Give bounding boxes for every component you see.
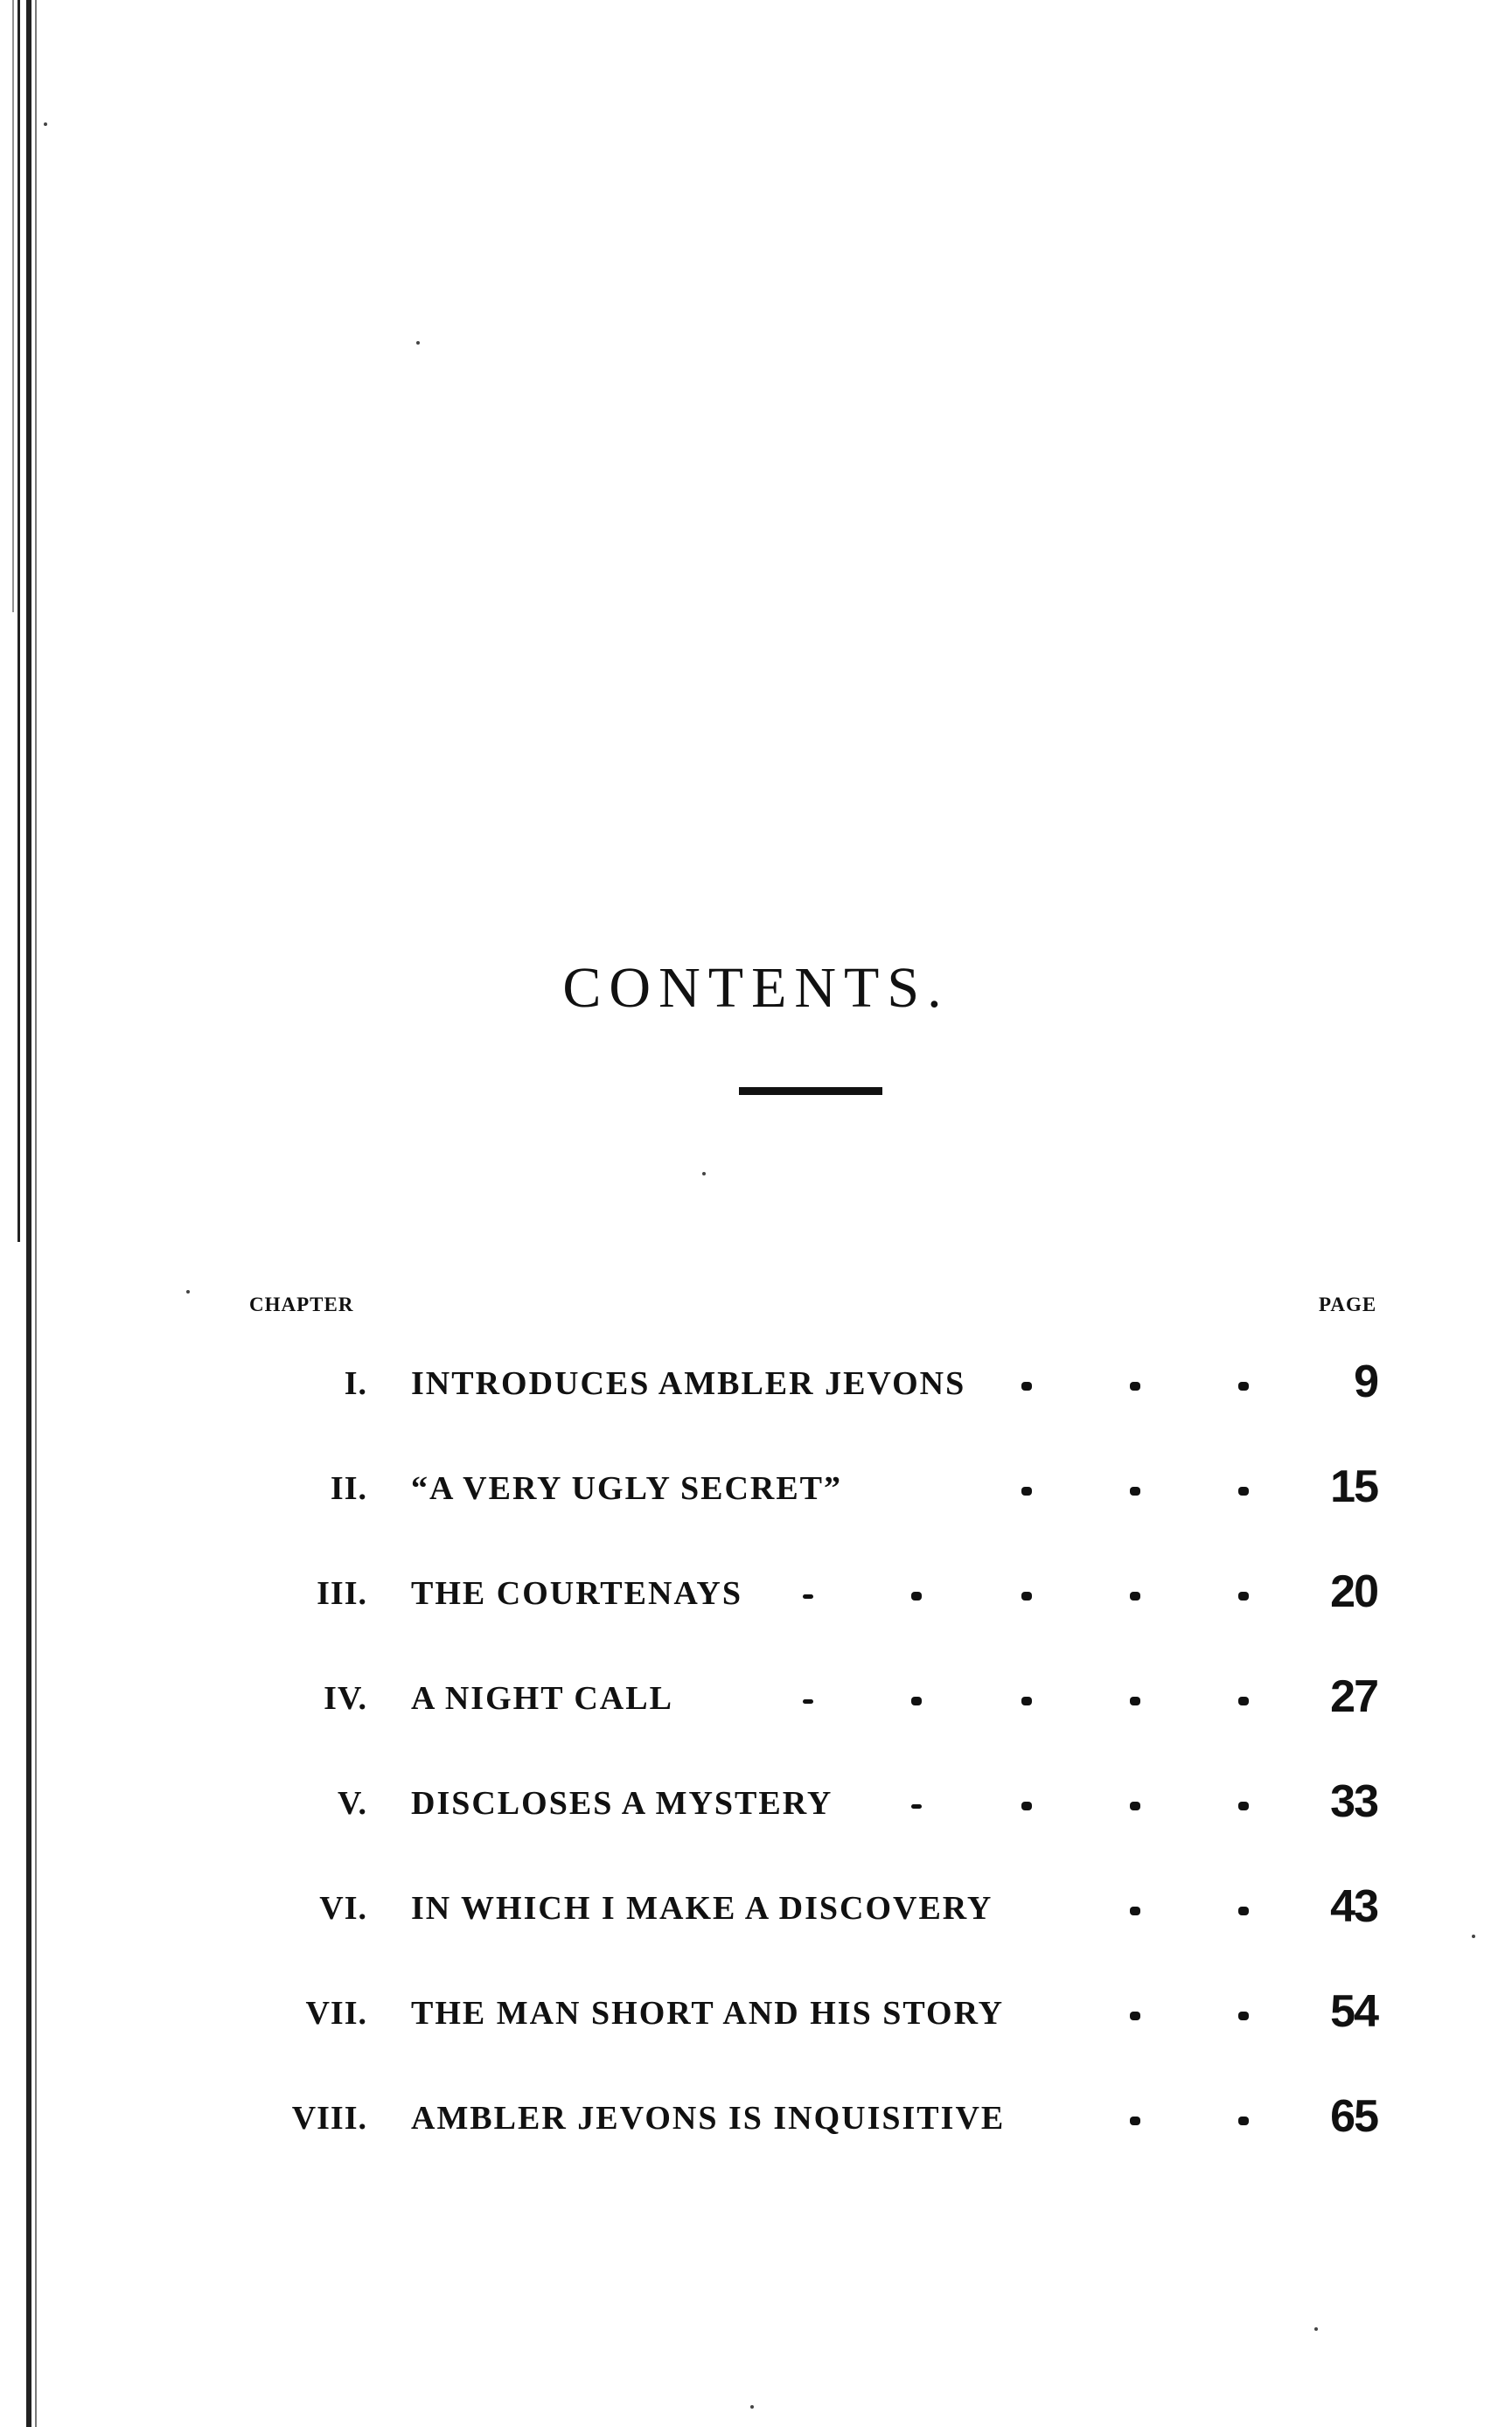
- leader-dot: [1238, 1802, 1249, 1810]
- leader-dot: [1238, 1697, 1249, 1705]
- leader-dot: [911, 1592, 922, 1601]
- chapter-number: II.: [330, 1470, 367, 1507]
- chapter-number: VIII.: [291, 2100, 367, 2137]
- leader-dot: [1021, 1382, 1032, 1391]
- print-speck: [186, 1290, 190, 1294]
- chapter-title: “A VERY UGLY SECRET”: [411, 1470, 843, 1507]
- leader-dot: [1021, 1697, 1032, 1705]
- leader-dot: [1238, 1487, 1249, 1496]
- leader-dot: [1238, 2117, 1249, 2125]
- leader-dot: [911, 1804, 922, 1809]
- leader-dot: [1130, 1802, 1140, 1810]
- chapter-title: THE MAN SHORT AND HIS STORY: [411, 1995, 1005, 2032]
- leader-dot: [911, 1697, 922, 1705]
- page-column-header: PAGE: [1319, 1294, 1377, 1315]
- leader-dot: [1130, 2012, 1140, 2020]
- toc-entry[interactable]: [0, 1670, 1512, 1732]
- leader-dot: [1130, 2117, 1140, 2125]
- chapter-title: DISCLOSES A MYSTERY: [411, 1785, 833, 1822]
- toc-entry[interactable]: [0, 1775, 1512, 1837]
- chapter-title: AMBLER JEVONS IS INQUISITIVE: [411, 2100, 1006, 2137]
- toc-entry[interactable]: [0, 1985, 1512, 2047]
- leader-dot: [1130, 1697, 1140, 1705]
- chapter-number: V.: [337, 1785, 367, 1822]
- leader-dot: [1021, 1592, 1032, 1601]
- leader-dot: [803, 1699, 813, 1704]
- chapter-page-number: 27: [1330, 1671, 1377, 1722]
- title-rule: [739, 1087, 882, 1095]
- chapter-page-number: 20: [1330, 1566, 1377, 1617]
- chapter-title: THE COURTENAYS: [411, 1575, 742, 1612]
- chapter-number: III.: [317, 1575, 367, 1612]
- leader-dot: [1238, 1907, 1249, 1915]
- leader-dot: [1021, 1802, 1032, 1810]
- leader-dot: [1238, 1592, 1249, 1601]
- toc-entry[interactable]: [0, 1356, 1512, 1417]
- print-speck: [416, 341, 420, 345]
- toc-entry[interactable]: [0, 1880, 1512, 1942]
- chapter-page-number: 43: [1330, 1881, 1377, 1932]
- chapter-title: IN WHICH I MAKE A DISCOVERY: [411, 1890, 993, 1927]
- book-binding-edge: [0, 0, 42, 2427]
- chapter-number: IV.: [324, 1680, 367, 1717]
- leader-dot: [1238, 1382, 1249, 1391]
- chapter-number: VI.: [319, 1890, 367, 1927]
- toc-entry[interactable]: [0, 2090, 1512, 2152]
- leader-dot: [1130, 1592, 1140, 1601]
- chapter-page-number: 54: [1330, 1986, 1377, 2037]
- print-speck: [44, 122, 47, 126]
- chapter-title: INTRODUCES AMBLER JEVONS: [411, 1365, 966, 1402]
- chapter-column-header: CHAPTER: [249, 1294, 354, 1315]
- print-speck: [1472, 1935, 1475, 1938]
- leader-dot: [1238, 2012, 1249, 2020]
- leader-dot: [1130, 1907, 1140, 1915]
- chapter-page-number: 15: [1330, 1461, 1377, 1512]
- toc-entry[interactable]: [0, 1461, 1512, 1522]
- chapter-number: I.: [344, 1365, 367, 1402]
- chapter-page-number: 33: [1330, 1776, 1377, 1827]
- toc-entry[interactable]: [0, 1566, 1512, 1627]
- chapter-page-number: 9: [1354, 1356, 1377, 1407]
- contents-title: CONTENTS.: [562, 956, 950, 1021]
- leader-dot: [803, 1594, 813, 1599]
- print-speck: [750, 2405, 754, 2409]
- print-speck: [1314, 2327, 1318, 2331]
- chapter-title: A NIGHT CALL: [411, 1680, 673, 1717]
- chapter-number: VII.: [305, 1995, 367, 2032]
- leader-dot: [1130, 1382, 1140, 1391]
- leader-dot: [1021, 1487, 1032, 1496]
- chapter-page-number: 65: [1330, 2091, 1377, 2142]
- print-speck: [702, 1172, 706, 1175]
- leader-dot: [1130, 1487, 1140, 1496]
